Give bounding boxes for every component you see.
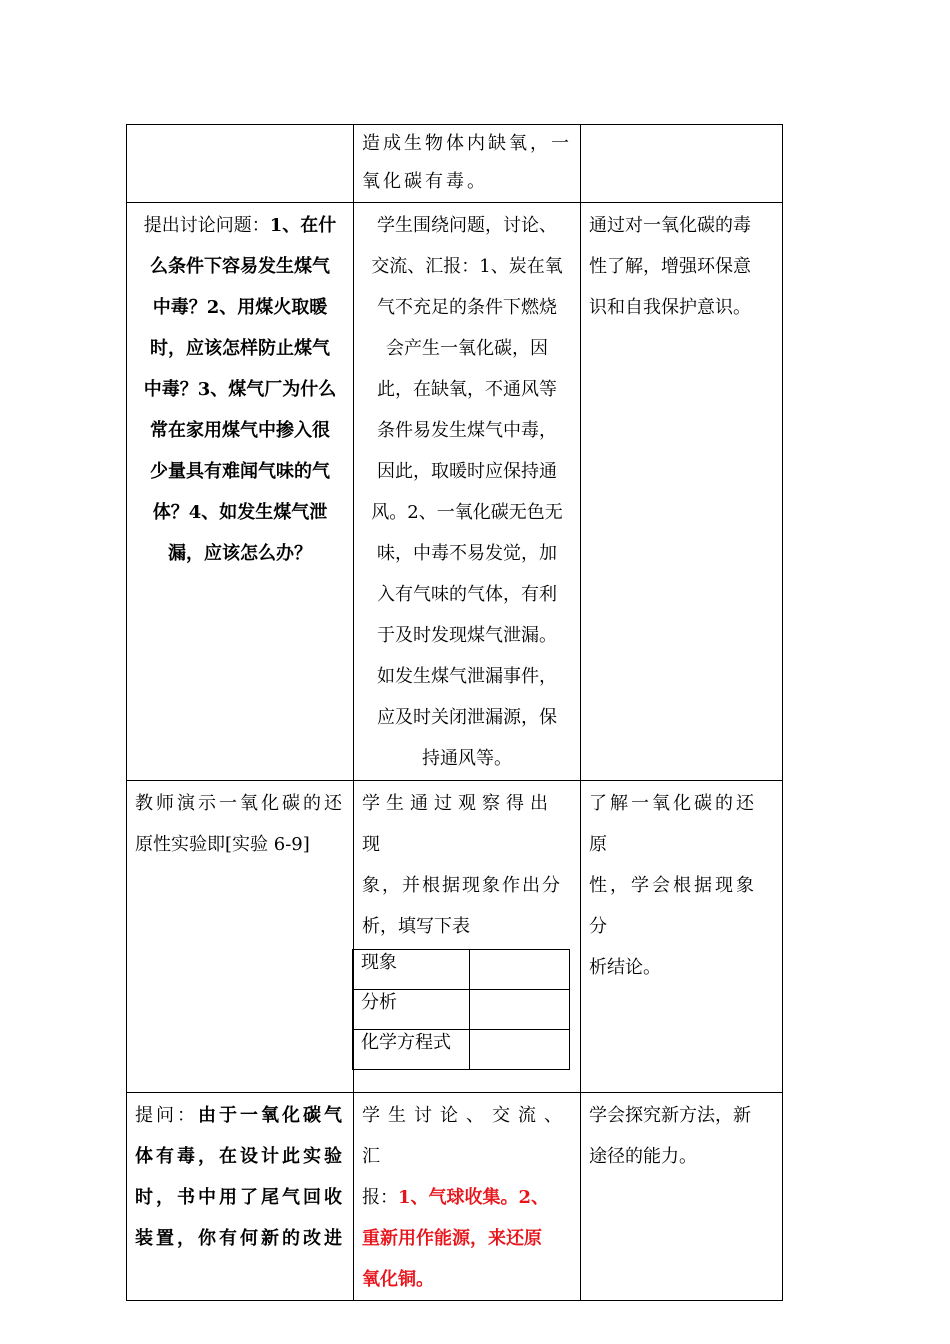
answer-cell[interactable] [470, 1030, 570, 1070]
answer-cell[interactable] [470, 950, 570, 990]
text-line [135, 1095, 345, 1136]
row-label: 分析 [353, 990, 470, 1030]
text-line: 中毒？2、用煤火取暖 [152, 297, 328, 318]
answer-prefix: 报： [362, 1187, 398, 1208]
observation-table [352, 949, 570, 1070]
table-row [127, 781, 783, 1093]
text-line: 时，应该怎样防止煤气 [150, 338, 330, 359]
student-activity-cell [354, 203, 581, 781]
table-row [353, 1030, 570, 1070]
text-line: 么条件下容易发生煤气 [150, 256, 330, 277]
text-line: 气不充足的条件下燃烧 [377, 297, 557, 318]
text-line: 析结论。 [589, 957, 661, 978]
text-line: 入有气味的气体，有利 [377, 584, 557, 605]
text-line: 学会探究新方法，新 [589, 1105, 751, 1126]
student-activity-cell [354, 1093, 581, 1301]
question-prefix: 提出讨论问题： [143, 215, 270, 236]
question-prefix: 提问： [135, 1105, 198, 1126]
text-line: 因此，取暖时应保持通 [377, 461, 557, 482]
row-label: 化学方程式 [353, 1030, 470, 1070]
text-line: 中毒？3、煤气厂为什么 [143, 379, 337, 400]
text-line: 性了解，增强环保意 [589, 256, 751, 277]
text-line: 味，中毒不易发觉，加 [377, 543, 557, 564]
text-line: 持通风等。 [422, 748, 512, 769]
text-line: 会产生一氧化碳，因 [386, 338, 548, 359]
text-line: 学生通过观察得出现 [362, 793, 554, 855]
text-line: 常在家用煤气中掺入很 [150, 420, 330, 441]
teacher-activity-cell [127, 125, 354, 203]
design-intent-cell [581, 781, 783, 1093]
text-line: 析，填写下表 [362, 916, 470, 937]
text-line: 氧化铜。 [362, 1269, 434, 1290]
text-line: 体有毒，在设计此实验 [135, 1146, 345, 1167]
text-line: 象，并根据现象作出分 [362, 875, 562, 896]
text-line: 于及时发现煤气泄漏。 [377, 625, 557, 646]
table-row [127, 125, 783, 203]
text-line: 性，学会根据现象分 [589, 875, 757, 937]
text-line: 教师演示一氧化碳的还 [135, 793, 345, 814]
text-line: 此，在缺氧，不通风等 [377, 379, 557, 400]
teacher-activity-cell [127, 203, 354, 781]
table-row [353, 950, 570, 990]
text-line: 学生围绕问题，讨论、 [377, 215, 557, 236]
text-line: 装置，你有何新的改进 [135, 1228, 345, 1249]
text-line: 重新用作能源，来还原 [362, 1228, 542, 1249]
text-line: 如发生煤气泄漏事件， [377, 666, 557, 687]
lesson-plan-table [126, 124, 783, 1301]
text-line: 学生讨论、交流、汇 [362, 1105, 570, 1167]
table-row [353, 990, 570, 1030]
question-text: 1、在什 [269, 215, 337, 236]
table-row [127, 203, 783, 781]
text-line: 少量具有难闻气味的气 [150, 461, 330, 482]
student-activity-cell [354, 125, 581, 203]
text-line [135, 205, 345, 246]
student-activity-cell [354, 781, 581, 1093]
text-line: 漏，应该怎么办？ [168, 543, 312, 564]
text-line: 通过对一氧化碳的毒 [589, 215, 751, 236]
row-label: 现象 [353, 950, 470, 990]
text-line: 了解一氧化碳的还原 [589, 793, 757, 855]
text-line: 途径的能力。 [589, 1146, 697, 1167]
teacher-activity-cell [127, 1093, 354, 1301]
text-line: 风。2、一氧化碳无色无 [371, 502, 563, 523]
text-line [362, 1177, 572, 1218]
text-line: 体？4、如发生煤气泄 [152, 502, 328, 523]
teacher-activity-cell [127, 781, 354, 1093]
text-line: 条件易发生煤气中毒， [377, 420, 557, 441]
design-intent-cell [581, 1093, 783, 1301]
text-line: 原性实验即[实验 6-9] [135, 834, 310, 855]
design-intent-cell [581, 125, 783, 203]
table-row [127, 1093, 783, 1301]
text-line: 应及时关闭泄漏源，保 [377, 707, 557, 728]
question-text: 由于一氧化碳气 [198, 1105, 345, 1126]
text-line: 识和自我保护意识。 [589, 297, 751, 318]
text-line: 氧化碳有毒。 [362, 171, 488, 192]
text-line: 交流、汇报：1、炭在氧 [371, 256, 563, 277]
answer-cell[interactable] [470, 990, 570, 1030]
design-intent-cell [581, 203, 783, 781]
answer-text: 1、气球收集。2、 [398, 1187, 550, 1208]
text-line: 时，书中用了尾气回收 [135, 1187, 345, 1208]
text-line: 造成生物体内缺氧，一 [362, 133, 572, 154]
